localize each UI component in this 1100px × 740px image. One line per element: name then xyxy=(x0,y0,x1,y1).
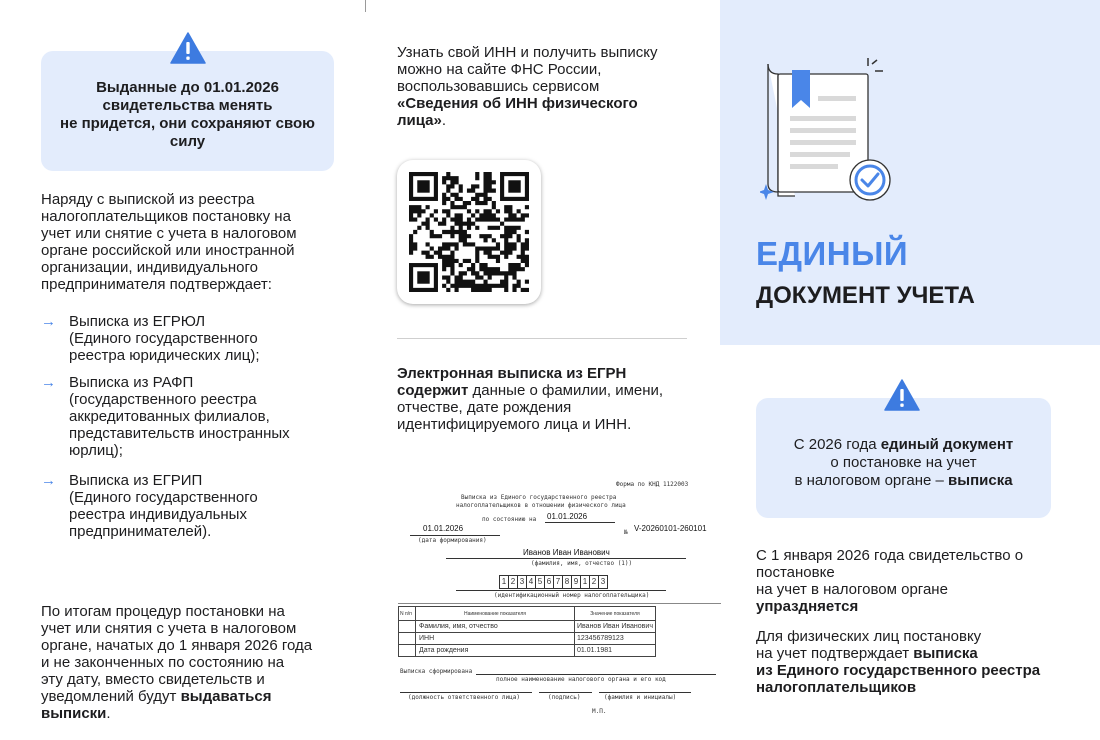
notice-box xyxy=(41,51,334,171)
inn-digit: 2 xyxy=(589,575,599,589)
inn-digit: 4 xyxy=(526,575,536,589)
title-blue: ЕДИНЫЙ xyxy=(756,235,909,272)
form-value: Иванов Иван Иванович xyxy=(523,548,610,557)
arrow-right-icon: → xyxy=(41,313,56,330)
table-header: Значение показателя xyxy=(575,607,656,621)
list-item: Выписка из ЕГРИП (Единого государственного реестра индивидуальных предпринимателей). xyxy=(69,472,258,540)
column-left xyxy=(0,0,365,740)
column-middle xyxy=(366,0,720,740)
divider xyxy=(397,338,687,339)
intro-paragraph: Наряду с выпиской из реестра налогоплательщиков постановку на учет или снятие с учета в налоговом органе российской или иностранной организации, индивидуального предпринимателя подтверждает: xyxy=(41,191,297,293)
column-right xyxy=(720,0,1100,740)
table-cell: Фамилия, имя, отчество xyxy=(416,621,575,633)
form-label: № xyxy=(624,529,628,536)
abolition-paragraph: С 1 января 2026 года свидетельство о постановке на учет в налоговом органе упраздняется xyxy=(756,547,1024,615)
form-caption: (дата формирования) xyxy=(418,537,487,544)
form-title: налогоплательщиков в отношении физического лица xyxy=(456,502,626,509)
form-label: Выписка сформирована xyxy=(400,668,473,675)
table-cell: Дата рождения xyxy=(416,645,575,657)
notice-box-right: С 2026 года единый документ о постановке на учет в налоговом органе – выписка xyxy=(756,398,1051,518)
form-table xyxy=(398,606,656,657)
arrow-right-icon: → xyxy=(41,374,56,391)
inn-digit: 3 xyxy=(598,575,608,589)
qr-code-card[interactable] xyxy=(397,160,541,304)
warning-icon xyxy=(884,379,920,411)
form-caption: (подпись) xyxy=(548,694,581,701)
form-caption: (фамилия, имя, отчество (1)) xyxy=(531,560,633,567)
form-caption: М.П. xyxy=(592,708,607,715)
form-caption: (фамилия и инициалы) xyxy=(604,694,677,701)
warning-icon xyxy=(170,32,206,64)
inn-digit: 5 xyxy=(535,575,545,589)
inn-digit: 3 xyxy=(517,575,527,589)
individuals-paragraph: Для физических лиц постановку на учет подтверждает выписка из Единого государственного реестра налогоплательщиков xyxy=(756,628,1041,696)
sample-statement-form xyxy=(396,478,721,718)
table-cell: 123456789123 xyxy=(575,633,656,645)
list-item: Выписка из РАФП (государственного реестра аккредитованных филиалов, представительств иностранных юрлиц); xyxy=(69,374,290,459)
inn-digit: 8 xyxy=(562,575,572,589)
qr-code-icon xyxy=(409,172,529,292)
outro-paragraph: По итогам процедур постановки на учет или снятия с учета в налоговом органе, начатых до 1 января 2026 года и не законченных по состоянию на эту дату, вместо свидетельств и уведомлений будут выдаваться выписки. xyxy=(41,603,313,722)
inn-digit: 7 xyxy=(553,575,563,589)
form-caption: (идентификационный номер налогоплательщика) xyxy=(494,592,650,599)
inn-digit: 1 xyxy=(580,575,590,589)
inn-digit: 2 xyxy=(508,575,518,589)
form-code: Форма по КНД 1122003 xyxy=(616,481,689,488)
table-header: N п/п xyxy=(399,607,416,621)
inn-digit: 1 xyxy=(499,575,509,589)
table-cell: Иванов Иван Иванович xyxy=(575,621,656,633)
form-value: 01.01.2026 xyxy=(547,512,588,521)
form-value: 01.01.2026 xyxy=(423,524,464,533)
table-cell: 01.01.1981 xyxy=(575,645,656,657)
form-label: по состоянию на xyxy=(482,516,537,523)
inn-digit-boxes xyxy=(499,575,607,587)
title-dark: ДОКУМЕНТ УЧЕТА xyxy=(756,282,975,309)
form-caption: полное наименование налогового органа и его код xyxy=(496,676,666,683)
arrow-right-icon: → xyxy=(41,472,56,489)
egrn-paragraph: Электронная выписка из ЕГРН содержит данные о фамилии, имени, отчестве, дате рождения идентифицируемого лица и ИНН. xyxy=(397,365,664,433)
form-value: V-20260101-260101 xyxy=(634,524,707,533)
table-cell: ИНН xyxy=(416,633,575,645)
form-title: Выписка из Единого государственного реестра xyxy=(461,494,617,501)
form-caption: (должность ответственного лица) xyxy=(408,694,520,701)
list-item: Выписка из ЕГРЮЛ (Единого государственного реестра юридических лиц); xyxy=(69,313,260,364)
inn-digit: 6 xyxy=(544,575,554,589)
table-header: Наименование показателя xyxy=(416,607,575,621)
inn-digit: 9 xyxy=(571,575,581,589)
notice-text: Выданные до 01.01.2026 свидетельства менять не придется, они сохраняют свою силу xyxy=(60,79,315,150)
inn-paragraph: Узнать свой ИНН и получить выписку можно на сайте ФНС России, воспользовавшись сервисом «Сведения об ИНН физического лица». xyxy=(397,44,658,129)
document-check-icon xyxy=(760,56,900,206)
